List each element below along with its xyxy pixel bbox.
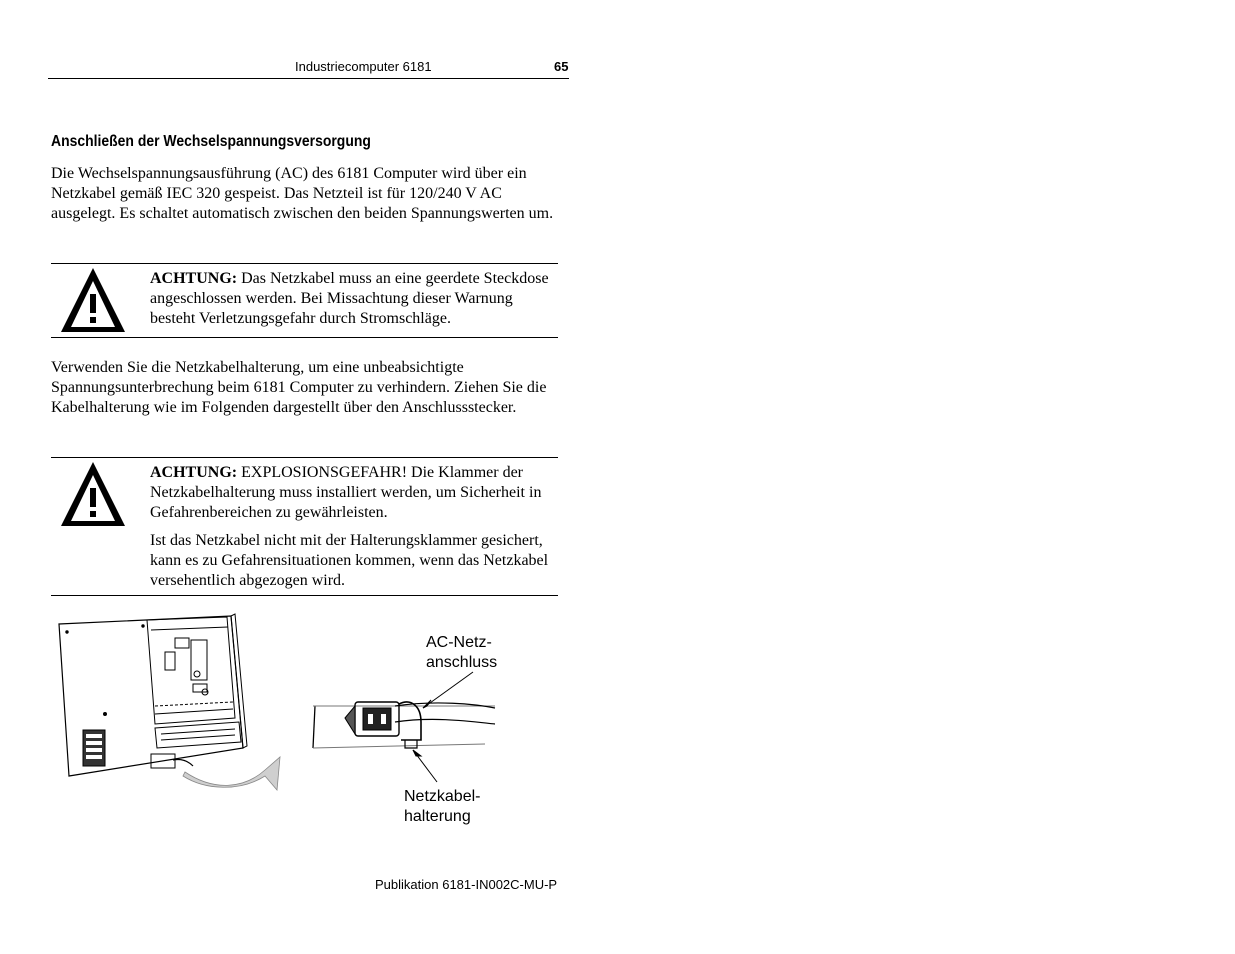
warning-rule-top (51, 263, 558, 264)
body-paragraph: Verwenden Sie die Netzkabelhalterung, um eine unbeabsichtigte Spannungsunterbrechung beim 6181 Computer zu verhindern. Ziehen Sie die Kabelhalterung wie im Folgenden dargestellt über den Anschlussstecker. (51, 359, 547, 416)
warning-label: ACHTUNG: (150, 464, 238, 481)
header-title: Industriecomputer 6181 (295, 59, 432, 74)
warning-text (150, 269, 558, 329)
warning-rule-bottom (51, 337, 558, 338)
warning-text-secondary: Ist das Netzkabel nicht mit der Halterungsklammer gesichert, kann es zu Gefahrensituationen kommen, wenn das Netzkabel versehentlich abgezogen wird. (150, 532, 549, 589)
warning-triangle-icon (60, 461, 126, 527)
callout-ac-line1: AC-Netz- (426, 634, 492, 651)
page-number: 65 (554, 59, 569, 74)
warning-body: EXPLOSIONSGEFAHR! Die Klammer der Netzkabelhalterung muss installiert werden, um Sicherheit in Gefahrenbereichen zu gewährleisten. (150, 464, 542, 521)
warning-label: ACHTUNG: (150, 270, 238, 287)
callout-cord-holder (404, 787, 514, 827)
callout-ac-line2: anschluss (426, 654, 498, 671)
callout-holder-line1: Netzkabel- (404, 788, 481, 805)
motion-arrow (183, 757, 280, 790)
intro-paragraph: Die Wechselspannungsausführung (AC) des 6181 Computer wird über ein Netzkabel gemäß IEC 320 gespeist. Das Netzteil ist für 120/240 V AC ausgelegt. Es schaltet automatisch zwischen den beiden Spannungswerten um. (51, 165, 554, 222)
warning-rule-top (51, 457, 558, 458)
warning-rule-bottom (51, 595, 558, 596)
warning-body: Das Netzkabel muss an eine geerdete Steckdose angeschlossen werden. Bei Missachtung dieser Warnung besteht Verletzungsgefahr durch Stromschläge. (150, 270, 549, 327)
callout-holder-line2: halterung (404, 808, 471, 825)
header-rule (48, 78, 569, 79)
footer-publication: Publikation 6181-IN002C-MU-P (375, 877, 558, 892)
callout-ac-connector (426, 633, 536, 673)
computer-rear-illustration (59, 614, 247, 776)
callout-leaders (413, 672, 473, 782)
warning-triangle-icon (60, 267, 126, 333)
connector-closeup (313, 702, 495, 748)
section-heading: Anschließen der Wechselspannungsversorgung (51, 133, 371, 150)
warning-text (150, 463, 558, 523)
